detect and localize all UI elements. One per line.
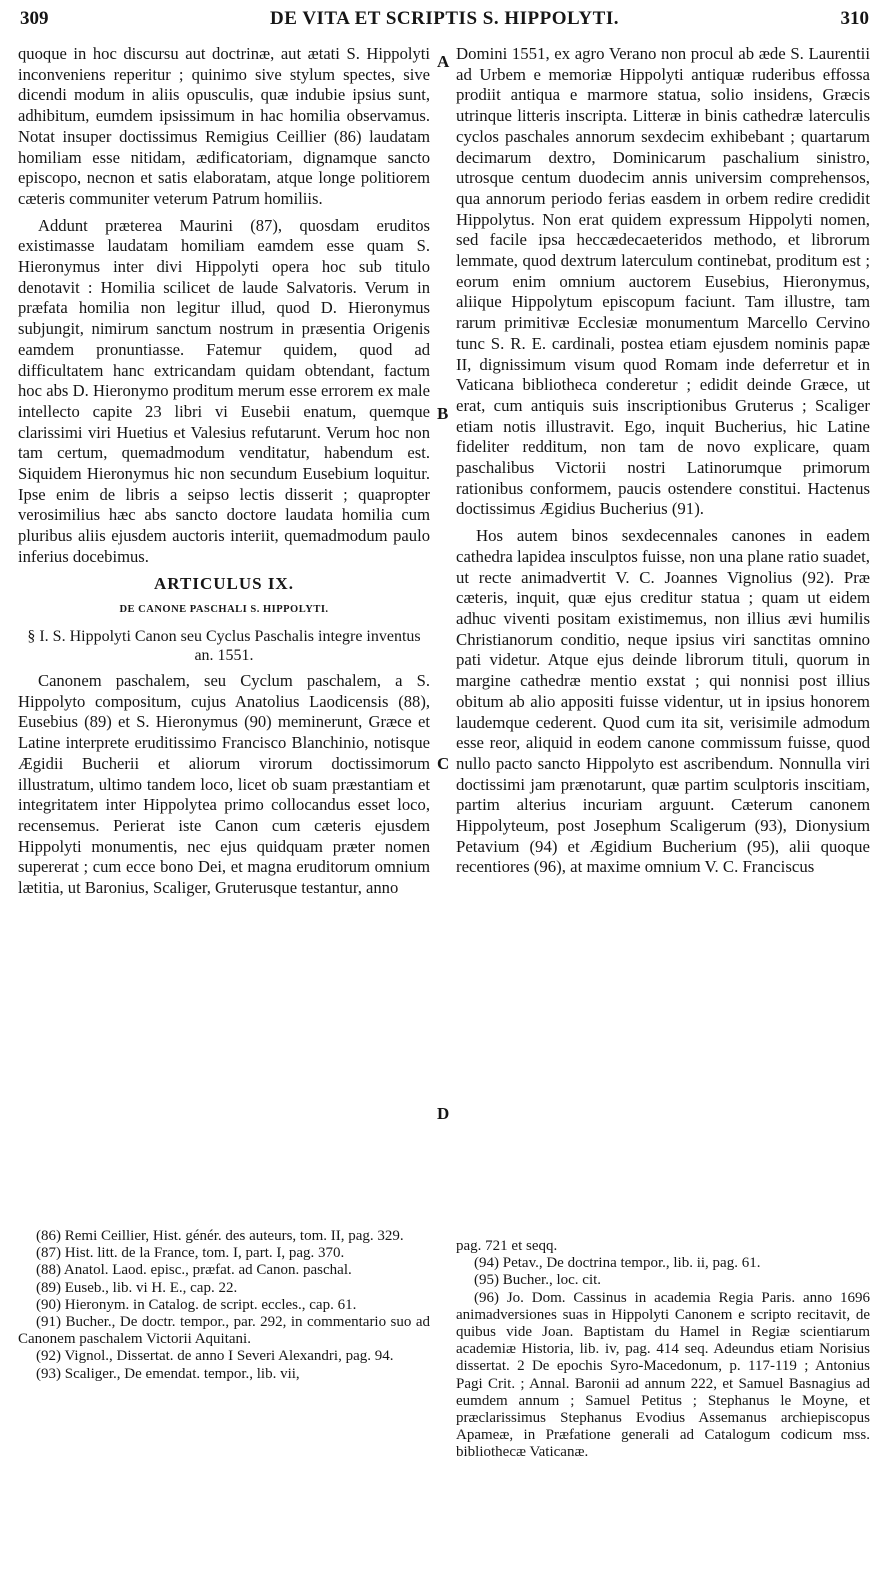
footnote: (87) Hist. litt. de la France, tom. I, part. I, pag. 370. xyxy=(36,1245,345,1262)
left-column xyxy=(18,44,430,899)
page-number-left: 309 xyxy=(20,8,49,29)
margin-letter-c: C xyxy=(437,754,450,773)
page-number-right: 310 xyxy=(840,8,869,29)
footnote: (92) Vignol., Dissertat. de anno I Severi Alexandri, pag. 94. xyxy=(36,1348,394,1365)
left-paragraph-3: Canonem paschalem, seu Cyclum paschalem, a S. Hippolyto compositum, cujus Anatolius Laodicensis (88), Eusebius (89) et S. Hieronymus (90) meminerunt, Græce et Latine interprete eruditissimo Francisco Blanchinio, notisque Ægidii Bucherii et aliorum virorum doctissimorum illustratum, ultimo tandem loco, licet ob suam præstantiam et integritatem inter Hippolytea primo collocandus esset loco, recensemus. Perierat iste Canon cum cæteris ejusdem Hippolyti monumentis, nec ejus quidquam præter nomen supererat ; cum ecce bono Dei, et magna eruditorum omnium lætitia, ut Baronius, Scaliger, Gruterusque testantur, anno xyxy=(18,670,430,898)
margin-letter-b: B xyxy=(437,404,449,423)
footnote: (91) Bucher., De doctr. tempor., par. 292, in commentario suo ad Canonem paschalem Victorii Aquitani. xyxy=(18,1314,430,1348)
footnote: (93) Scaliger., De emendat. tempor., lib. vii, xyxy=(36,1365,300,1382)
running-title: DE VITA ET SCRIPTIS S. HIPPOLYTI. xyxy=(270,8,619,29)
right-paragraph-1: Domini 1551, ex agro Verano non procul ab æde S. Laurentii ad Urbem e memoriæ Hippolyti antiquæ ruderibus effossa prodiit antiqua e marmore statua, solio insidens, Græcis utrinque litteris inscripta. Litteræ in binis cathedræ laterculis cyclos paschales annorum sexdecim exhibebant ; quartarum decimarum dextro, Dominicarum paschalium sinistro, utrosque centum duodecim annis universim comprehensos, qua annorum periodo ferias easdem in orbem redire credidit Hippolytus. Non erat quidem expressum Hippolyti nomen, sed facile ipsa heccædecaeteridos methodo, et librorum lemmate, quod dextrum laterculum continebat, proditum est ; eorum enim omnium auctorem Eusebius, Hieronymus, aliique Hippolytum episcopum faciunt. Tam illustre, tam rarum primitivæ Ecclesiæ monumentum Marcello Cervino tunc S. R. E. cardinali, postea etiam ejusdem nominis papæ II, dignissimum visum quod Romam inde deferretur et in Vaticana bibliotheca conderetur ; edidit deinde Græce, ut erat, cum antiquis suis inscriptionibus Gruterus ; Scaliger etiam notis illustravit. Ego, inquit Bucherius, hic Latine fideliter redditum, non tam de novo explicare, quam paschalibus Victorii nostri Latinorumque primorum rationibus conformem, paucis ostendere constitui. Hactenus doctissimus Ægidius Bucherius (91). xyxy=(456,44,870,519)
footnote: (90) Hieronym. in Catalog. de script. eccles., cap. 61. xyxy=(36,1296,357,1313)
footnotes-right xyxy=(456,1238,870,1462)
footnote: (89) Euseb., lib. vi H. E., cap. 22. xyxy=(36,1279,238,1296)
section-title: § I. S. Hippolyti Canon seu Cyclus Paschalis integre inventus an. 1551. xyxy=(27,627,421,664)
margin-letter-d: D xyxy=(437,1104,450,1123)
footnotes-left xyxy=(18,1228,430,1383)
left-paragraph-2: Addunt præterea Maurini (87), quosdam eruditos existimasse laudatam homiliam eamdem esse quam S. Hieronymus inter divi Hippolyti opera hoc sub titulo denotavit : Homilia scilicet de laude Salvatoris. Verum in præfata homilia non legitur illud, quod D. Hieronymus subjungit, nimirum sanctum nostrum in præsentia Origenis eamdem pronuntiasse. Fatemur quidem, quod ad difficultatem hanc extricandam quidam obtendant, factum hoc abs D. Hieronymo proditum merum esse errorem ex male intellecto capite 23 libri vi Eusebii enatum, quemque clarissimi viri Huetius et Valesius refutarunt. Verum hoc non tam certum, quemadmodum venditatur, habendum est. Siquidem Hieronymus hic non secundum Eusebium loquitur. Ipse enim de libris a seipso lectis disserit ; quapropter verosimilius hæc abs sancto doctore laudata homilia cum pluribus aliis ejusdem auctoris interiit, quemadmodum paulo inferius docebimus. xyxy=(18,215,430,566)
running-header xyxy=(20,8,869,36)
article-title: ARTICULUS IX. xyxy=(154,573,294,593)
footnote: (94) Petav., De doctrina tempor., lib. ii, pag. 61. xyxy=(474,1255,761,1272)
footnote: (95) Bucher., loc. cit. xyxy=(474,1272,602,1289)
left-paragraph-1: quoque in hoc discursu aut doctrinæ, aut ætati S. Hippolyti inconveniens reperitur ; quinimo sive stylum spectes, sive dicendi modum in aliis opusculis, quæ indubie ipsius sunt, adhibitum, eumdem ipsissimum in hac homilia observamus. Notat insuper doctissimus Remigius Ceillier (86) laudatam homiliam esse nitidam, ædificatoriam, dignamque sancto episcopo, necnon et satis elaboratam, atque longe politiorem cæteris communiter veterum Patrum homiliis. xyxy=(18,44,430,208)
footnote: pag. 721 et seqq. xyxy=(456,1238,558,1254)
right-paragraph-2: Hos autem binos sexdecennales canones in eadem cathedra lapidea insculptos fuisse, non una plane ratio suadet, ut recte animadvertit V. C. Joannes Vignolius (92). Præ cæteris, inquit, quæ ejus creditur statua ; quam ut eidem adhuc viventi positam existimemus, non illius ævi humilis Christianorum conditio, neque ipsius viri sanctitas omnino pati videtur. Atque ejus deinde librorum tituli, quorum in margine cathedræ mentio exstat ; qui nonnisi post illius obitum ab alio appositi fuisse videntur, ut in ipsius honorem laudemque cederent. Quod cum ita sit, verisimile admodum esse reor, aliquid in eodem canone commissum fuisse, quod nullo pacto sancto Hippolyto est ascribendum. Nonnulla viri doctissimi jam prænotarunt, quæ partim sculptoris inscitiam, partim alterius incuriam arguunt. Cæterum canonem Hippolyteum, post Josephum Scaligerum (93), Dionysium Petavium (94) et Ægidium Bucherium (95), alii quoque recentiores (96), at maxime omnium V. C. Franciscus xyxy=(456,526,870,877)
footnote: (96) Jo. Dom. Cassinus in academia Regia Paris. anno 1696 animadversiones suas in Hippolyti Canonem e scripto recitavit, de quibus vide Joan. Baptistam du Hamel in Regiæ scientiarum academiæ Historia, lib. iv, pag. 414 seq. Adeundus etiam Norisius dissertat. 2 De epochis Syro-Macedonum, p. 117-119 ; Antonius Pagi Crit. ; Annal. Baronii ad annum 222, et Samuel Basnagius ad eumdem annum ; Samuel Petitus ; Stephanus le Moyne, et præclarissimus Stephanus Evodius Assemanus archiepiscopus Apameæ, in Præfatione generali ad Catalogum codicum mss. bibliothecæ Vaticanæ. xyxy=(456,1289,870,1461)
right-column xyxy=(456,44,870,878)
chapter-title: DE CANONE PASCHALI S. HIPPOLYTI. xyxy=(119,604,329,616)
footnote: (88) Anatol. Laod. episc., præfat. ad Canon. paschal. xyxy=(36,1262,352,1279)
margin-letter-a: A xyxy=(437,52,450,71)
footnote: (86) Remi Ceillier, Hist. génér. des auteurs, tom. II, pag. 329. xyxy=(36,1228,404,1244)
